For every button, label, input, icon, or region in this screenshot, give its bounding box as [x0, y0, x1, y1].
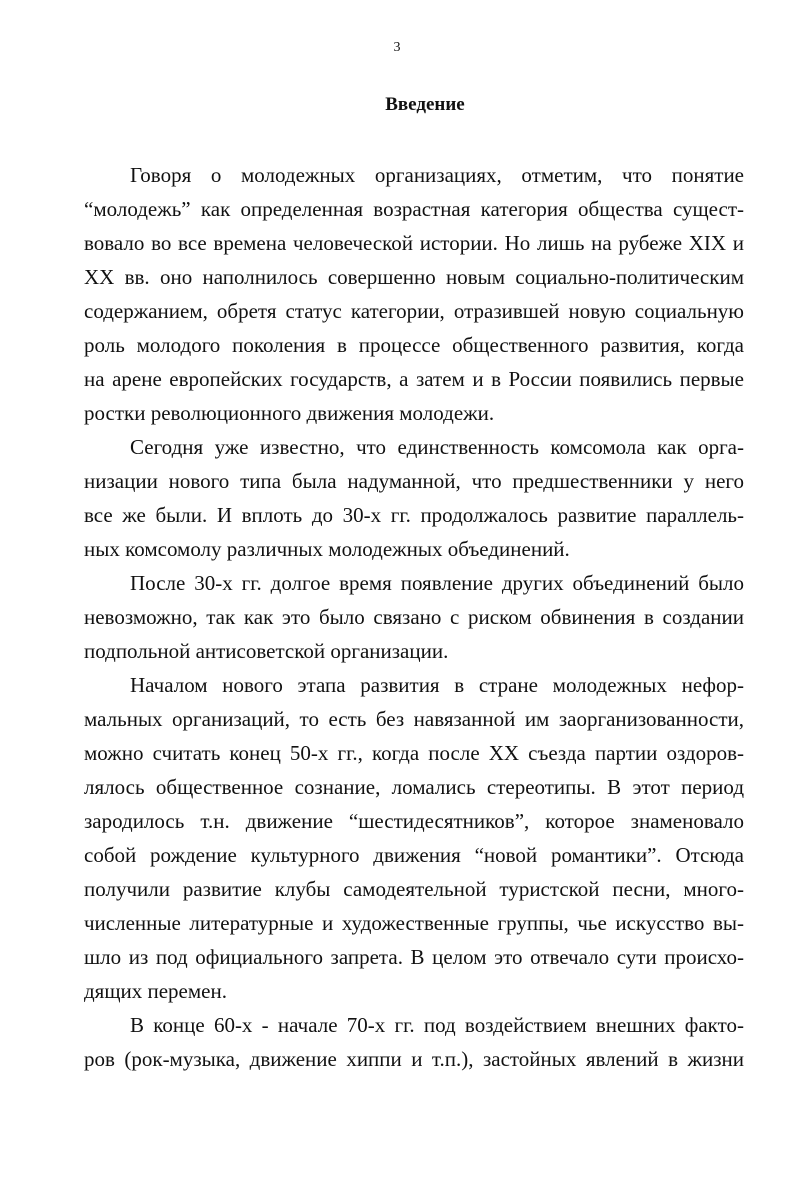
text-line: содержанием, обретя статус категории, отразившей новую социальную: [84, 299, 744, 323]
text-line: Сегодня уже известно, что единственность комсомола как орга-: [130, 435, 744, 459]
paragraph: [84, 1008, 744, 1076]
page-number: 3: [393, 40, 401, 55]
text-line: роль молодого поколения в процессе общественного развития, когда: [84, 333, 744, 357]
text-line: подпольной антисоветской организации.: [84, 639, 449, 663]
text-line: XX вв. оно наполнилось совершенно новым социально-политическим: [84, 265, 744, 289]
page-title: Введение: [385, 94, 465, 115]
text-line: В конце 60-х - начале 70-х гг. под воздействием внешних факто-: [130, 1013, 744, 1037]
text-line: зародилось т.н. движение “шестидесятников”, которое знаменовало: [84, 809, 744, 833]
paragraph: [84, 566, 744, 668]
paragraph: [84, 430, 744, 566]
text-line: Говоря о молодежных организациях, отметим, что понятие: [130, 163, 744, 187]
text-line: ных комсомолу различных молодежных объединений.: [84, 537, 570, 561]
text-line: численные литературные и художественные группы, чье искусство вы-: [84, 911, 744, 935]
text-line: получили развитие клубы самодеятельной туристской песни, много-: [84, 877, 744, 901]
text-line: шло из под официального запрета. В целом это отвечало сути происхо-: [84, 945, 744, 969]
paragraph: [84, 158, 744, 430]
text-line: мальных организаций, то есть без навязанной им заорганизованности,: [84, 707, 744, 731]
text-line: невозможно, так как это было связано с риском обвинения в создании: [84, 605, 744, 629]
text-line: ров (рок-музыка, движение хиппи и т.п.), застойных явлений в жизни: [84, 1047, 744, 1071]
text-line: собой рождение культурного движения “новой романтики”. Отсюда: [84, 843, 744, 867]
text-line: низации нового типа была надуманной, что предшественники у него: [84, 469, 744, 493]
text-line: вовало во все времена человеческой истории. Но лишь на рубеже XIX и: [84, 231, 744, 255]
text-line: ростки революционного движения молодежи.: [84, 401, 495, 425]
text-line: дящих перемен.: [84, 979, 227, 1003]
text-line: После 30-х гг. долгое время появление других объединений было: [130, 571, 744, 595]
paragraph: [84, 668, 744, 1008]
text-line: можно считать конец 50-х гг., когда после XX съезда партии оздоров-: [84, 741, 744, 765]
text-line: Началом нового этапа развития в стране молодежных нефор-: [130, 673, 744, 697]
text-line: лялось общественное сознание, ломались стереотипы. В этот период: [84, 775, 744, 799]
body-text: [84, 158, 744, 1076]
text-line: на арене европейских государств, а затем и в России появились первые: [84, 367, 744, 391]
text-line: все же были. И вплоть до 30-х гг. продолжалось развитие параллель-: [84, 503, 744, 527]
text-line: “молодежь” как определенная возрастная категория общества сущест-: [84, 197, 744, 221]
